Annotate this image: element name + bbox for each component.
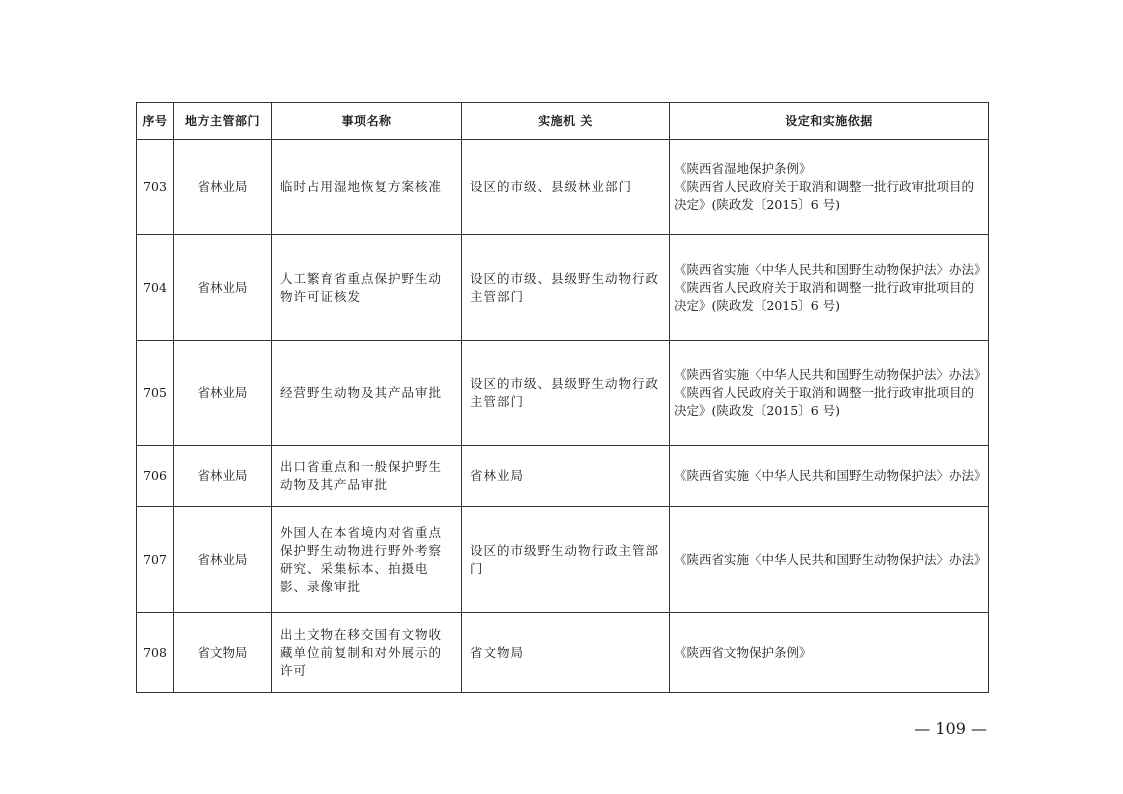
row-implementing-org: 设区的市级、县级林业部门	[462, 140, 670, 235]
row-serial-no: 705	[137, 341, 174, 446]
table-row	[137, 613, 989, 693]
row-item-name: 经营野生动物及其产品审批	[272, 341, 462, 446]
row-implementing-org: 设区的市级野生动物行政主管部门	[462, 507, 670, 613]
row-local-dept: 省林业局	[174, 507, 272, 613]
row-item-name: 人工繁育省重点保护野生动物许可证核发	[272, 235, 462, 341]
header-implementing-org: 实施机 关	[462, 103, 670, 140]
row-implementing-org: 省文物局	[462, 613, 670, 693]
row-legal-basis	[670, 446, 989, 507]
row-serial-no: 703	[137, 140, 174, 235]
row-serial-no: 704	[137, 235, 174, 341]
row-legal-basis	[670, 341, 989, 446]
row-legal-basis	[670, 507, 989, 613]
row-local-dept: 省林业局	[174, 446, 272, 507]
row-item-name: 出口省重点和一般保护野生动物及其产品审批	[272, 446, 462, 507]
row-local-dept: 省林业局	[174, 140, 272, 235]
row-legal-basis	[670, 140, 989, 235]
row-implementing-org: 省林业局	[462, 446, 670, 507]
table-header	[137, 103, 989, 140]
row-serial-no: 707	[137, 507, 174, 613]
row-implementing-org: 设区的市级、县级野生动物行政主管部门	[462, 341, 670, 446]
table-row	[137, 235, 989, 341]
table-row	[137, 446, 989, 507]
table-row	[137, 140, 989, 235]
basis-line: 《陕西省人民政府关于取消和调整一批行政审批项目的决定》(陕政发〔2015〕6 号)	[674, 179, 975, 212]
row-local-dept: 省文物局	[174, 613, 272, 693]
header-serial-no: 序号	[137, 103, 174, 140]
row-local-dept: 省林业局	[174, 341, 272, 446]
basis-line: 《陕西省湿地保护条例》	[674, 161, 812, 176]
basis-line: 《陕西省实施〈中华人民共和国野生动物保护法〉办法》	[674, 367, 987, 382]
header-legal-basis: 设定和实施依据	[670, 103, 989, 140]
header-row	[137, 103, 989, 140]
header-item-name: 事项名称	[272, 103, 462, 140]
row-legal-basis	[670, 235, 989, 341]
row-local-dept: 省林业局	[174, 235, 272, 341]
row-legal-basis	[670, 613, 989, 693]
table-body	[137, 140, 989, 693]
basis-line: 《陕西省实施〈中华人民共和国野生动物保护法〉办法》	[674, 551, 987, 567]
header-local-dept: 地方主管部门	[174, 103, 272, 140]
table-row	[137, 341, 989, 446]
row-implementing-org: 设区的市级、县级野生动物行政主管部门	[462, 235, 670, 341]
table-row	[137, 507, 989, 613]
page-number: — 109 —	[914, 719, 987, 738]
basis-line: 《陕西省实施〈中华人民共和国野生动物保护法〉办法》	[674, 468, 987, 483]
row-item-name: 外国人在本省境内对省重点保护野生动物进行野外考察研究、采集标本、拍摄电影、录像审批	[272, 507, 462, 613]
row-item-name: 临时占用湿地恢复方案核准	[272, 140, 462, 235]
basis-line: 《陕西省实施〈中华人民共和国野生动物保护法〉办法》	[674, 261, 987, 277]
approval-items-table	[136, 102, 989, 693]
row-serial-no: 708	[137, 613, 174, 693]
basis-line: 《陕西省文物保护条例》	[674, 644, 812, 660]
row-item-name: 出土文物在移交国有文物收藏单位前复制和对外展示的许可	[272, 613, 462, 693]
basis-line: 《陕西省人民政府关于取消和调整一批行政审批项目的决定》(陕政发〔2015〕6 号)	[674, 385, 975, 418]
row-serial-no: 706	[137, 446, 174, 507]
basis-line: 《陕西省人民政府关于取消和调整一批行政审批项目的决定》(陕政发〔2015〕6 号)	[674, 279, 975, 313]
